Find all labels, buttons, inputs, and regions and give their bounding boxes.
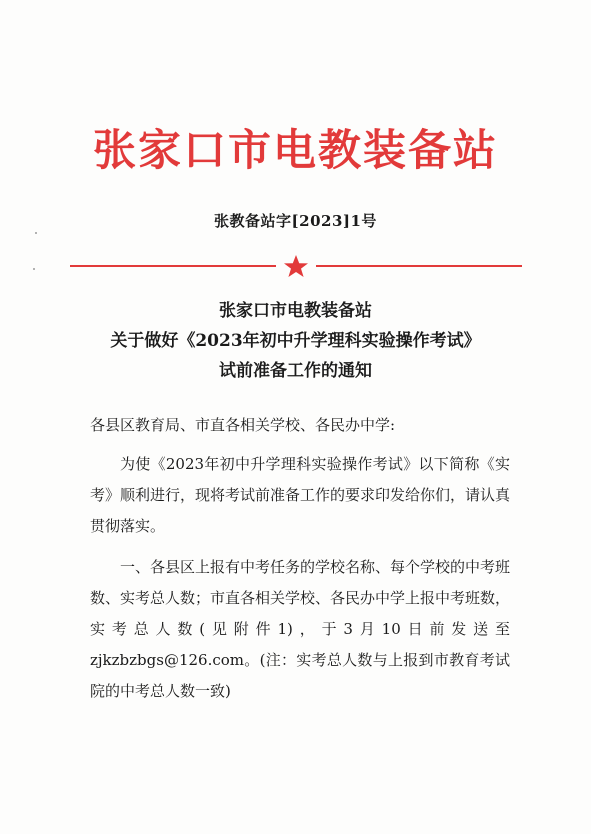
paragraph-item-1: 一、各县区上报有中考任务的学校名称、每个学校的中考班数、实考总人数；市直各相关学校、各民办中学上报中考班数，实考总人数(见附件1)，于3月10日前发送至zjkzbzbgs@126.com。(注：实考总人数与上报到市教育考试院的中考总人数一致) (90, 558, 511, 700)
org-letterhead: 张家口市电教装备站 (93, 126, 498, 176)
notice-body (90, 410, 510, 707)
red-divider (70, 254, 522, 278)
notice-title (0, 296, 591, 386)
title-line-2: 关于做好《2023年初中升学理科实验操作考试》 (110, 331, 481, 351)
paragraph-intro: 为使《2023年初中升学理科实验操作考试》以下简称《实考》顺利进行，现将考试前准备工作的要求印发给你们，请认真贯彻落实。 (90, 455, 511, 535)
star-icon (281, 254, 311, 278)
divider-line-left (70, 265, 276, 267)
salutation: 各县区教育局、市直各相关学校、各民办中学: (90, 416, 396, 434)
scan-speck (33, 268, 35, 270)
title-line-3: 试前准备工作的通知 (219, 361, 372, 381)
document-number: 张教备站字[2023]1号 (214, 212, 377, 230)
scan-speck (35, 232, 37, 234)
divider-line-right (316, 265, 522, 267)
title-line-1: 张家口市电教装备站 (219, 301, 372, 321)
